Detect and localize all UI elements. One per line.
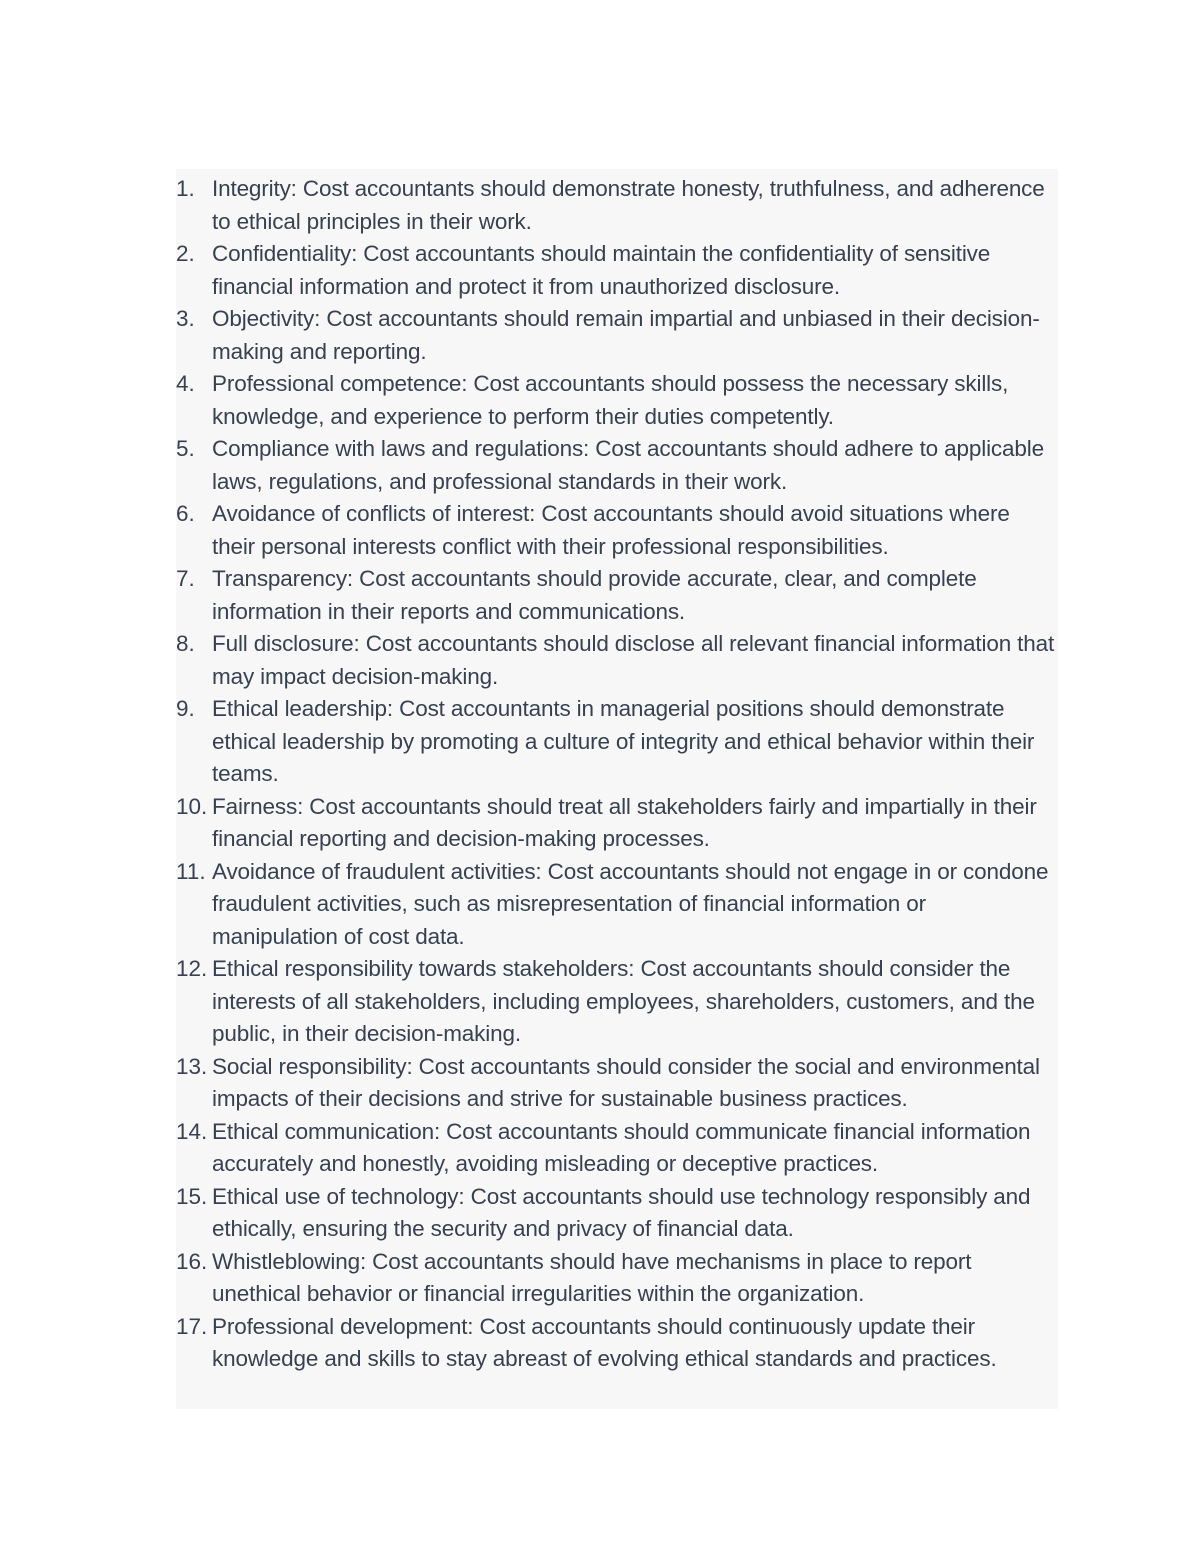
list-item-number: 1.	[176, 176, 195, 201]
list-item-text: Ethical communication: Cost accountants should communicate financial information accurately and honestly, avoiding misleading or deceptive practices.	[212, 1118, 1031, 1176]
list-item-number: 4.	[176, 371, 195, 396]
list-item	[176, 498, 1058, 563]
ethical-principles-list	[176, 173, 1058, 1376]
list-item	[176, 1181, 1058, 1246]
list-item-text: Ethical leadership: Cost accountants in managerial positions should demonstrate ethical leadership by promoting a culture of integrity and ethical behavior within their teams.	[212, 696, 1035, 786]
list-item-text: Confidentiality: Cost accountants should maintain the confidentiality of sensitive financial information and protect it from unauthorized disclosure.	[212, 241, 991, 299]
list-item-text: Full disclosure: Cost accountants should disclose all relevant financial information that may impact decision-making.	[212, 631, 1055, 689]
ethical-principles-block	[176, 169, 1058, 1409]
list-item	[176, 1311, 1058, 1376]
list-item	[176, 953, 1058, 1051]
list-item-text: Fairness: Cost accountants should treat all stakeholders fairly and impartially in their financial reporting and decision-making processes.	[212, 793, 1037, 851]
list-item-number: 8.	[176, 631, 195, 656]
list-item-text: Objectivity: Cost accountants should remain impartial and unbiased in their decision-making and reporting.	[212, 306, 1040, 364]
list-item	[176, 791, 1058, 856]
list-item-number: 13.	[176, 1053, 208, 1079]
list-item-number: 6.	[176, 501, 195, 526]
list-item-number: 17.	[176, 1313, 208, 1339]
list-item-text: Avoidance of conflicts of interest: Cost accountants should avoid situations where their personal interests conflict with their professional responsibilities.	[212, 501, 1010, 559]
list-item-number: 11.	[176, 858, 206, 884]
list-item-text: Integrity: Cost accountants should demonstrate honesty, truthfulness, and adherence to ethical principles in their work.	[212, 176, 1045, 234]
list-item	[176, 238, 1058, 303]
list-item	[176, 856, 1058, 954]
list-item-text: Professional competence: Cost accountants should possess the necessary skills, knowledge, and experience to perform their duties competently.	[212, 371, 1009, 429]
list-item-number: 15.	[176, 1183, 208, 1209]
list-item	[176, 1116, 1058, 1181]
list-item-number: 3.	[176, 306, 195, 331]
list-item-number: 7.	[176, 566, 195, 591]
list-item-number: 9.	[176, 696, 195, 721]
list-item-text: Social responsibility: Cost accountants should consider the social and environmental impacts of their decisions and strive for sustainable business practices.	[212, 1053, 1040, 1111]
list-item	[176, 1246, 1058, 1311]
list-item-number: 14.	[176, 1118, 208, 1144]
list-item	[176, 628, 1058, 693]
list-item	[176, 303, 1058, 368]
list-item	[176, 1051, 1058, 1116]
list-item-text: Whistleblowing: Cost accountants should have mechanisms in place to report unethical behavior or financial irregularities within the organization.	[212, 1248, 972, 1306]
list-item-text: Professional development: Cost accountants should continuously update their knowledge and skills to stay abreast of evolving ethical standards and practices.	[212, 1313, 997, 1371]
list-item	[176, 693, 1058, 791]
list-item-text: Compliance with laws and regulations: Cost accountants should adhere to applicable laws, regulations, and professional standards in their work.	[212, 436, 1044, 494]
list-item-number: 2.	[176, 241, 195, 266]
list-item	[176, 563, 1058, 628]
list-item-text: Ethical responsibility towards stakeholders: Cost accountants should consider the interests of all stakeholders, including employees, shareholders, customers, and the public, in their decision-making.	[212, 956, 1035, 1046]
list-item-text: Ethical use of technology: Cost accountants should use technology responsibly and ethically, ensuring the security and privacy of financial data.	[212, 1183, 1031, 1241]
list-item-number: 16.	[176, 1248, 208, 1274]
list-item-number: 10.	[176, 793, 208, 819]
list-item	[176, 368, 1058, 433]
list-item-text: Avoidance of fraudulent activities: Cost accountants should not engage in or condone fraudulent activities, such as misrepresentation of financial information or manipulation of cost data.	[212, 858, 1049, 949]
list-item-number: 5.	[176, 436, 195, 461]
list-item	[176, 433, 1058, 498]
list-item	[176, 173, 1058, 238]
list-item-text: Transparency: Cost accountants should provide accurate, clear, and complete information in their reports and communications.	[212, 566, 977, 624]
list-item-number: 12.	[176, 956, 208, 981]
